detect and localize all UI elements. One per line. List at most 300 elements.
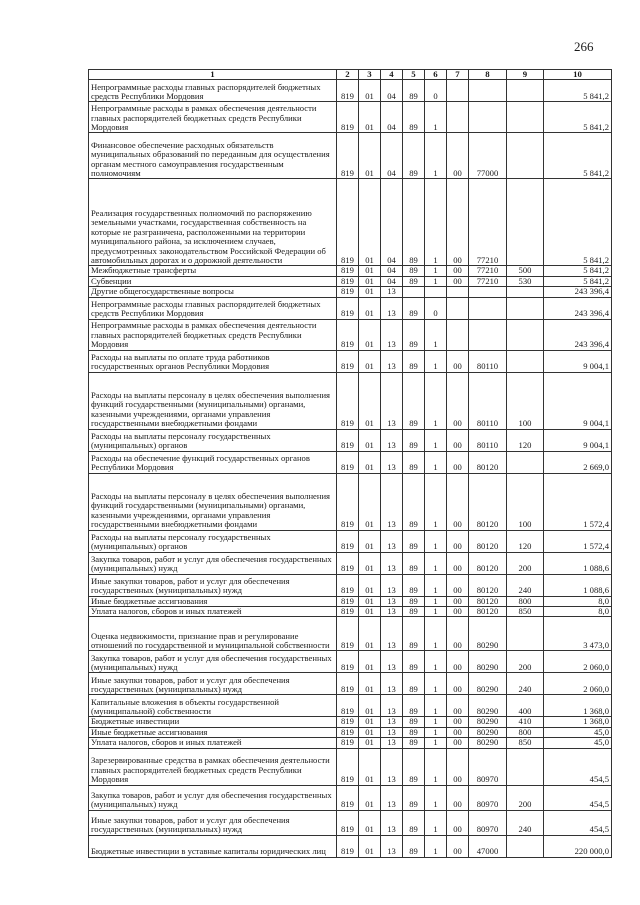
subprogram-code: 1: [425, 530, 447, 552]
subsection-code: 13: [381, 530, 403, 552]
direction-code: [447, 80, 469, 102]
direction-code: 00: [447, 738, 469, 748]
section-code: 01: [359, 810, 381, 835]
ministry-code: 819: [337, 673, 359, 695]
row-name: Иные бюджетные ассигнования: [89, 727, 337, 737]
ministry-code: 819: [337, 429, 359, 451]
table-row: [89, 727, 612, 737]
direction-code: [447, 319, 469, 350]
program-code: 89: [403, 179, 425, 266]
subprogram-code: [425, 287, 447, 297]
expense-code: 80290: [469, 651, 507, 673]
program-code: 89: [403, 651, 425, 673]
expense-code: 80970: [469, 810, 507, 835]
type-code: 240: [507, 574, 544, 596]
row-name: Непрограммные расходы главных распорядителей бюджетных средств Республики Мордовия: [89, 80, 337, 102]
amount: 2 060,0: [544, 651, 612, 673]
amount: 243 396,4: [544, 287, 612, 297]
row-name: Иные закупки товаров, работ и услуг для обеспечения государственных (муниципальных) нужд: [89, 810, 337, 835]
section-code: 01: [359, 748, 381, 785]
subsection-code: 04: [381, 266, 403, 276]
expense-code: [469, 287, 507, 297]
expense-code: [469, 102, 507, 133]
expense-code: [469, 319, 507, 350]
direction-code: 00: [447, 835, 469, 857]
type-code: 100: [507, 372, 544, 429]
program-code: 89: [403, 429, 425, 451]
amount: 1 572,4: [544, 530, 612, 552]
program-code: 89: [403, 350, 425, 372]
table-row: [89, 835, 612, 857]
amount: 454,5: [544, 748, 612, 785]
row-name: Бюджетные инвестиции: [89, 717, 337, 727]
subsection-code: 04: [381, 102, 403, 133]
type-code: [507, 617, 544, 651]
row-name: Расходы на выплаты персоналу в целях обеспечения выполнения функций государственными (муниципальными) органами, казенными учреждениями, органами управления государственными внебюджетными фондами: [89, 372, 337, 429]
subprogram-code: 1: [425, 673, 447, 695]
expense-code: 80120: [469, 574, 507, 596]
direction-code: 00: [447, 785, 469, 810]
row-name: Непрограммные расходы в рамках обеспечения деятельности главных распорядителей бюджетных средств Республики Мордовия: [89, 102, 337, 133]
program-code: 89: [403, 738, 425, 748]
amount: 3 473,0: [544, 617, 612, 651]
program-code: 89: [403, 473, 425, 530]
section-code: 01: [359, 350, 381, 372]
subsection-code: 04: [381, 276, 403, 286]
expense-code: 77210: [469, 266, 507, 276]
amount: 1 572,4: [544, 473, 612, 530]
table-row: [89, 80, 612, 102]
program-code: 89: [403, 297, 425, 319]
section-code: 01: [359, 727, 381, 737]
section-code: 01: [359, 552, 381, 574]
direction-code: 00: [447, 695, 469, 717]
ministry-code: 819: [337, 102, 359, 133]
subsection-code: 13: [381, 574, 403, 596]
section-code: 01: [359, 266, 381, 276]
table-header-row: [89, 70, 612, 80]
subsection-code: 13: [381, 727, 403, 737]
program-code: 89: [403, 785, 425, 810]
table-row: [89, 617, 612, 651]
direction-code: 00: [447, 717, 469, 727]
table-row: [89, 738, 612, 748]
section-code: 01: [359, 451, 381, 473]
amount: 5 841,2: [544, 266, 612, 276]
type-code: [507, 350, 544, 372]
row-name: Субвенции: [89, 276, 337, 286]
subsection-code: 13: [381, 785, 403, 810]
direction-code: 00: [447, 748, 469, 785]
ministry-code: 819: [337, 738, 359, 748]
table-row: [89, 429, 612, 451]
type-code: [507, 319, 544, 350]
ministry-code: 819: [337, 717, 359, 727]
row-name: Уплата налогов, сборов и иных платежей: [89, 738, 337, 748]
amount: 2 060,0: [544, 673, 612, 695]
program-code: 89: [403, 717, 425, 727]
row-name: Расходы на выплаты персоналу государственных (муниципальных) органов: [89, 429, 337, 451]
subsection-code: 13: [381, 835, 403, 857]
expense-code: [469, 297, 507, 319]
amount: 5 841,2: [544, 102, 612, 133]
row-name: Расходы на выплаты персоналу государственных (муниципальных) органов: [89, 530, 337, 552]
amount: 8,0: [544, 607, 612, 617]
expense-code: 80290: [469, 738, 507, 748]
row-name: Расходы на выплаты персоналу в целях обеспечения выполнения функций государственными (муниципальными) органами, казенными учреждениями, органами управления государственными внебюджетными фондами: [89, 473, 337, 530]
direction-code: [447, 287, 469, 297]
ministry-code: 819: [337, 287, 359, 297]
table-row: [89, 473, 612, 530]
table-row: [89, 530, 612, 552]
program-code: 89: [403, 574, 425, 596]
ministry-code: 819: [337, 266, 359, 276]
row-name: Оценка недвижимости, признание прав и регулирование отношений по государственной и муниципальной собственности: [89, 617, 337, 651]
ministry-code: 819: [337, 350, 359, 372]
section-code: 01: [359, 835, 381, 857]
expense-code: 77000: [469, 133, 507, 179]
subsection-code: 13: [381, 673, 403, 695]
direction-code: 00: [447, 451, 469, 473]
type-code: 800: [507, 596, 544, 606]
ministry-code: 819: [337, 473, 359, 530]
subprogram-code: 1: [425, 451, 447, 473]
subprogram-code: 1: [425, 835, 447, 857]
expense-code: 80970: [469, 748, 507, 785]
ministry-code: 819: [337, 80, 359, 102]
expense-code: 47000: [469, 835, 507, 857]
subsection-code: 13: [381, 717, 403, 727]
subprogram-code: 1: [425, 607, 447, 617]
subsection-code: 13: [381, 596, 403, 606]
subprogram-code: 1: [425, 785, 447, 810]
table-row: [89, 179, 612, 266]
section-code: 01: [359, 530, 381, 552]
subprogram-code: 1: [425, 473, 447, 530]
amount: 9 004,1: [544, 429, 612, 451]
expense-code: 80120: [469, 473, 507, 530]
program-code: 89: [403, 276, 425, 286]
row-name: Непрограммные расходы главных распорядителей бюджетных средств Республики Мордовия: [89, 297, 337, 319]
table-row: [89, 574, 612, 596]
type-code: 200: [507, 651, 544, 673]
type-code: [507, 451, 544, 473]
subsection-code: 13: [381, 429, 403, 451]
table-row: [89, 297, 612, 319]
amount: 5 841,2: [544, 276, 612, 286]
row-name: Уплата налогов, сборов и иных платежей: [89, 607, 337, 617]
program-code: 89: [403, 451, 425, 473]
expense-code: 80120: [469, 451, 507, 473]
subprogram-code: 1: [425, 350, 447, 372]
section-code: 01: [359, 673, 381, 695]
table-row: [89, 748, 612, 785]
row-name: Финансовое обеспечение расходных обязательств муниципальных образований по переданным для осуществления органам местного самоуправления государственным полномочиям: [89, 133, 337, 179]
table-row: [89, 673, 612, 695]
ministry-code: 819: [337, 785, 359, 810]
program-code: 89: [403, 607, 425, 617]
type-code: 500: [507, 266, 544, 276]
ministry-code: 819: [337, 748, 359, 785]
ministry-code: 819: [337, 574, 359, 596]
amount: 1 368,0: [544, 717, 612, 727]
direction-code: [447, 102, 469, 133]
type-code: 530: [507, 276, 544, 286]
table-body: [89, 80, 612, 857]
ministry-code: 819: [337, 276, 359, 286]
subsection-code: 13: [381, 552, 403, 574]
row-name: Закупка товаров, работ и услуг для обеспечения государственных (муниципальных) нужд: [89, 651, 337, 673]
ministry-code: 819: [337, 695, 359, 717]
subsection-code: 04: [381, 80, 403, 102]
direction-code: 00: [447, 617, 469, 651]
section-code: 01: [359, 319, 381, 350]
subsection-code: 13: [381, 695, 403, 717]
subsection-code: 13: [381, 810, 403, 835]
subprogram-code: 1: [425, 276, 447, 286]
section-code: 01: [359, 574, 381, 596]
row-name: Капитальные вложения в объекты государственной (муниципальной) собственности: [89, 695, 337, 717]
table-row: [89, 102, 612, 133]
row-name: Реализация государственных полномочий по распоряжению земельными участками, государственная собственность на которые не разграничена, расположенными на территории муниципального района, за исключением случаев, предусмотренных законодательством Российской Федерации об автомобильных дорогах и о дорожной деятельности: [89, 179, 337, 266]
ministry-code: 819: [337, 319, 359, 350]
expense-code: 80120: [469, 530, 507, 552]
subprogram-code: 1: [425, 748, 447, 785]
section-code: 01: [359, 80, 381, 102]
table-row: [89, 266, 612, 276]
subsection-code: 04: [381, 179, 403, 266]
section-code: 01: [359, 651, 381, 673]
table-row: [89, 350, 612, 372]
row-name: Межбюджетные трансферты: [89, 266, 337, 276]
type-code: 800: [507, 727, 544, 737]
subprogram-code: 1: [425, 695, 447, 717]
expense-code: 80970: [469, 785, 507, 810]
section-code: 01: [359, 617, 381, 651]
header-cell: 6: [425, 70, 447, 80]
table-row: [89, 319, 612, 350]
amount: 454,5: [544, 810, 612, 835]
subsection-code: 13: [381, 651, 403, 673]
section-code: 01: [359, 429, 381, 451]
ministry-code: 819: [337, 552, 359, 574]
subprogram-code: 1: [425, 372, 447, 429]
type-code: [507, 297, 544, 319]
expense-code: 77210: [469, 276, 507, 286]
expense-code: 80120: [469, 607, 507, 617]
row-name: Иные закупки товаров, работ и услуг для обеспечения государственных (муниципальных) нужд: [89, 574, 337, 596]
program-code: 89: [403, 835, 425, 857]
row-name: Расходы на обеспечение функций государственных органов Республики Мордовия: [89, 451, 337, 473]
section-code: 01: [359, 297, 381, 319]
expense-code: 80290: [469, 717, 507, 727]
direction-code: 00: [447, 574, 469, 596]
section-code: 01: [359, 102, 381, 133]
subsection-code: 13: [381, 617, 403, 651]
expense-code: 80290: [469, 617, 507, 651]
section-code: 01: [359, 473, 381, 530]
budget-table: [88, 69, 612, 858]
ministry-code: 819: [337, 133, 359, 179]
subprogram-code: 1: [425, 596, 447, 606]
subsection-code: 13: [381, 748, 403, 785]
program-code: 89: [403, 748, 425, 785]
subprogram-code: 0: [425, 297, 447, 319]
type-code: 200: [507, 785, 544, 810]
expense-code: 80110: [469, 350, 507, 372]
direction-code: 00: [447, 133, 469, 179]
amount: 243 396,4: [544, 297, 612, 319]
amount: 243 396,4: [544, 319, 612, 350]
table-row: [89, 695, 612, 717]
amount: 45,0: [544, 738, 612, 748]
type-code: [507, 835, 544, 857]
table-row: [89, 785, 612, 810]
program-code: 89: [403, 810, 425, 835]
ministry-code: 819: [337, 607, 359, 617]
subsection-code: 13: [381, 297, 403, 319]
type-code: 850: [507, 738, 544, 748]
type-code: [507, 80, 544, 102]
subprogram-code: 1: [425, 574, 447, 596]
subsection-code: 13: [381, 319, 403, 350]
direction-code: 00: [447, 651, 469, 673]
header-cell: 4: [381, 70, 403, 80]
section-code: 01: [359, 607, 381, 617]
direction-code: 00: [447, 266, 469, 276]
row-name: Зарезервированные средства в рамках обеспечения деятельности главных распорядителей бюджетных средств Республики Мордовия: [89, 748, 337, 785]
type-code: 850: [507, 607, 544, 617]
header-cell: 10: [544, 70, 612, 80]
program-code: 89: [403, 372, 425, 429]
subprogram-code: 1: [425, 319, 447, 350]
subsection-code: 13: [381, 350, 403, 372]
amount: 5 841,2: [544, 179, 612, 266]
direction-code: 00: [447, 473, 469, 530]
expense-code: 80290: [469, 673, 507, 695]
direction-code: 00: [447, 372, 469, 429]
subprogram-code: 1: [425, 266, 447, 276]
subsection-code: 13: [381, 451, 403, 473]
table-row: [89, 552, 612, 574]
subprogram-code: 1: [425, 179, 447, 266]
section-code: 01: [359, 372, 381, 429]
ministry-code: 819: [337, 596, 359, 606]
header-cell: 2: [337, 70, 359, 80]
subprogram-code: 1: [425, 810, 447, 835]
subsection-code: 13: [381, 607, 403, 617]
subprogram-code: 1: [425, 552, 447, 574]
program-code: 89: [403, 552, 425, 574]
section-code: 01: [359, 785, 381, 810]
program-code: 89: [403, 530, 425, 552]
program-code: 89: [403, 102, 425, 133]
program-code: [403, 287, 425, 297]
row-name: Расходы на выплаты по оплате труда работников государственных органов Республики Мордовия: [89, 350, 337, 372]
direction-code: 00: [447, 673, 469, 695]
amount: 45,0: [544, 727, 612, 737]
header-cell: 3: [359, 70, 381, 80]
row-name: Иные закупки товаров, работ и услуг для обеспечения государственных (муниципальных) нужд: [89, 673, 337, 695]
amount: 1 368,0: [544, 695, 612, 717]
section-code: 01: [359, 276, 381, 286]
ministry-code: 819: [337, 835, 359, 857]
row-name: Бюджетные инвестиции в уставные капиталы юридических лиц: [89, 835, 337, 857]
program-code: 89: [403, 727, 425, 737]
expense-code: 80110: [469, 429, 507, 451]
row-name: Непрограммные расходы в рамках обеспечения деятельности главных распорядителей бюджетных средств Республики Мордовия: [89, 319, 337, 350]
subprogram-code: 1: [425, 102, 447, 133]
row-name: Закупка товаров, работ и услуг для обеспечения государственных (муниципальных) нужд: [89, 785, 337, 810]
row-name: Закупка товаров, работ и услуг для обеспечения государственных (муниципальных) нужд: [89, 552, 337, 574]
ministry-code: 819: [337, 617, 359, 651]
subsection-code: 04: [381, 133, 403, 179]
table-row: [89, 287, 612, 297]
type-code: 400: [507, 695, 544, 717]
subprogram-code: 1: [425, 133, 447, 179]
subprogram-code: 1: [425, 429, 447, 451]
amount: 1 088,6: [544, 574, 612, 596]
amount: 220 000,0: [544, 835, 612, 857]
subprogram-code: 1: [425, 651, 447, 673]
direction-code: 00: [447, 530, 469, 552]
type-code: [507, 133, 544, 179]
amount: 454,5: [544, 785, 612, 810]
header-cell: 1: [89, 70, 337, 80]
row-name: Иные бюджетные ассигнования: [89, 596, 337, 606]
subprogram-code: 1: [425, 727, 447, 737]
amount: 2 669,0: [544, 451, 612, 473]
direction-code: 00: [447, 727, 469, 737]
subsection-code: 13: [381, 738, 403, 748]
table-row: [89, 372, 612, 429]
type-code: 240: [507, 673, 544, 695]
section-code: 01: [359, 717, 381, 727]
expense-code: 77210: [469, 179, 507, 266]
section-code: 01: [359, 179, 381, 266]
amount: 9 004,1: [544, 350, 612, 372]
table-row: [89, 651, 612, 673]
header-cell: 8: [469, 70, 507, 80]
header-cell: 9: [507, 70, 544, 80]
program-code: 89: [403, 617, 425, 651]
direction-code: 00: [447, 810, 469, 835]
ministry-code: 819: [337, 651, 359, 673]
type-code: 120: [507, 530, 544, 552]
section-code: 01: [359, 738, 381, 748]
ministry-code: 819: [337, 297, 359, 319]
direction-code: [447, 297, 469, 319]
subsection-code: 13: [381, 372, 403, 429]
amount: 1 088,6: [544, 552, 612, 574]
program-code: 89: [403, 266, 425, 276]
amount: 5 841,2: [544, 133, 612, 179]
type-code: [507, 102, 544, 133]
subsection-code: 13: [381, 287, 403, 297]
direction-code: 00: [447, 429, 469, 451]
type-code: [507, 179, 544, 266]
ministry-code: 819: [337, 451, 359, 473]
program-code: 89: [403, 673, 425, 695]
ministry-code: 819: [337, 727, 359, 737]
program-code: 89: [403, 80, 425, 102]
direction-code: 00: [447, 596, 469, 606]
program-code: 89: [403, 695, 425, 717]
expense-code: 80120: [469, 596, 507, 606]
amount: 8,0: [544, 596, 612, 606]
header-cell: 5: [403, 70, 425, 80]
row-name: Другие общегосударственные вопросы: [89, 287, 337, 297]
